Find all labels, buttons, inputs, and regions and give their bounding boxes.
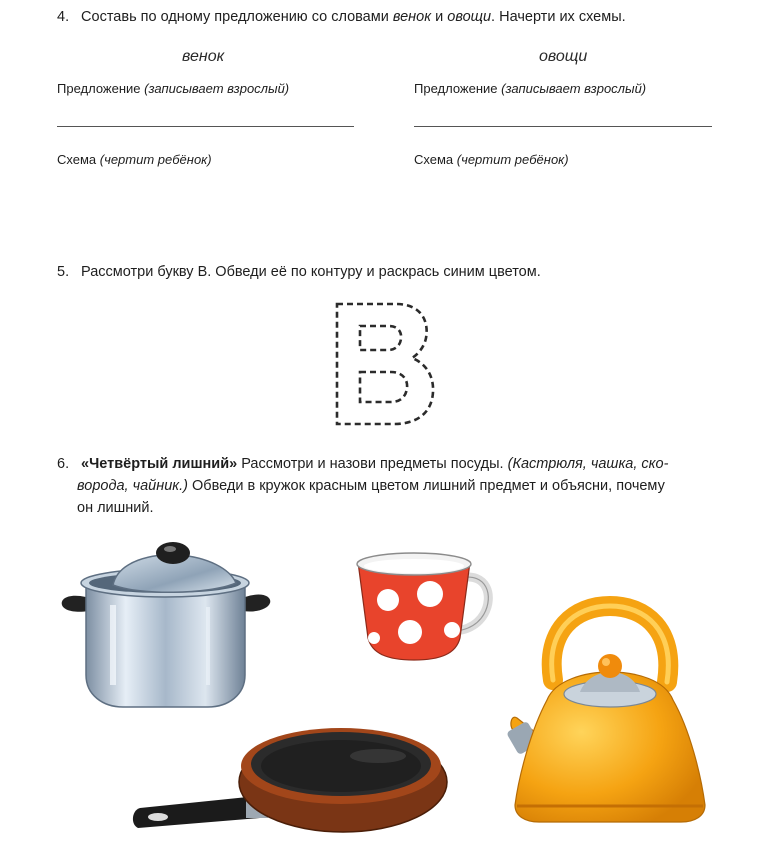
task6-line3: он лишний. [77, 500, 154, 516]
task4-word1: венок [392, 9, 432, 25]
task4-instruction [57, 6, 626, 28]
task6-title: «Четвёртый лишний» [81, 456, 238, 472]
scheme-label-text: Схема [57, 152, 97, 167]
task6-line2: Обведи в кружок красным цветом лишний предмет и объясни, почему [192, 478, 665, 494]
sentence-label-text: Предложение [414, 81, 498, 96]
column2-word: овощи [539, 48, 588, 65]
task6-instruction [57, 453, 727, 519]
column2-scheme-label [414, 152, 569, 167]
task5-text: Рассмотри букву В. Обведи её по контуру и раскрась синим цветом. [81, 264, 541, 280]
column2-writing-line[interactable] [414, 126, 712, 127]
sentence-label-text: Предложение [57, 81, 141, 96]
frying-pan-icon[interactable] [128, 718, 450, 838]
task4-number: 4. [57, 9, 70, 25]
scheme-label-text: Схема [414, 152, 454, 167]
sentence-note-text: (записывает взрослый) [501, 81, 647, 96]
pot-icon[interactable] [58, 535, 273, 715]
kettle-icon[interactable] [505, 600, 715, 830]
sentence-note-text: (записывает взрослый) [144, 81, 290, 96]
task4-word2: овощи [447, 9, 492, 25]
task5-instruction [57, 261, 541, 283]
task6-text1: Рассмотри и назови предметы посуды. [241, 456, 504, 472]
dotted-letter-b[interactable] [334, 300, 439, 430]
column1-writing-line[interactable] [57, 126, 354, 127]
task4-conj: и [435, 9, 444, 25]
column1-scheme-label [57, 152, 212, 167]
task6-note-cont: ворода, чайник.) [77, 478, 188, 494]
column1-sentence-label [57, 81, 289, 96]
task4-text-before: Составь по одному предложению со словами [81, 9, 389, 25]
task4-text-after: . Начерти их схемы. [491, 9, 626, 25]
scheme-note-text: (чертит ребёнок) [99, 152, 212, 167]
cup-icon[interactable] [352, 548, 497, 663]
task6-note: (Кастрюля, чашка, ско- [507, 456, 669, 472]
task5-number: 5. [57, 264, 70, 280]
column2-sentence-label [414, 81, 646, 96]
column1-word: венок [182, 48, 225, 65]
task6-number: 6. [57, 456, 70, 472]
scheme-note-text: (чертит ребёнок) [456, 152, 569, 167]
